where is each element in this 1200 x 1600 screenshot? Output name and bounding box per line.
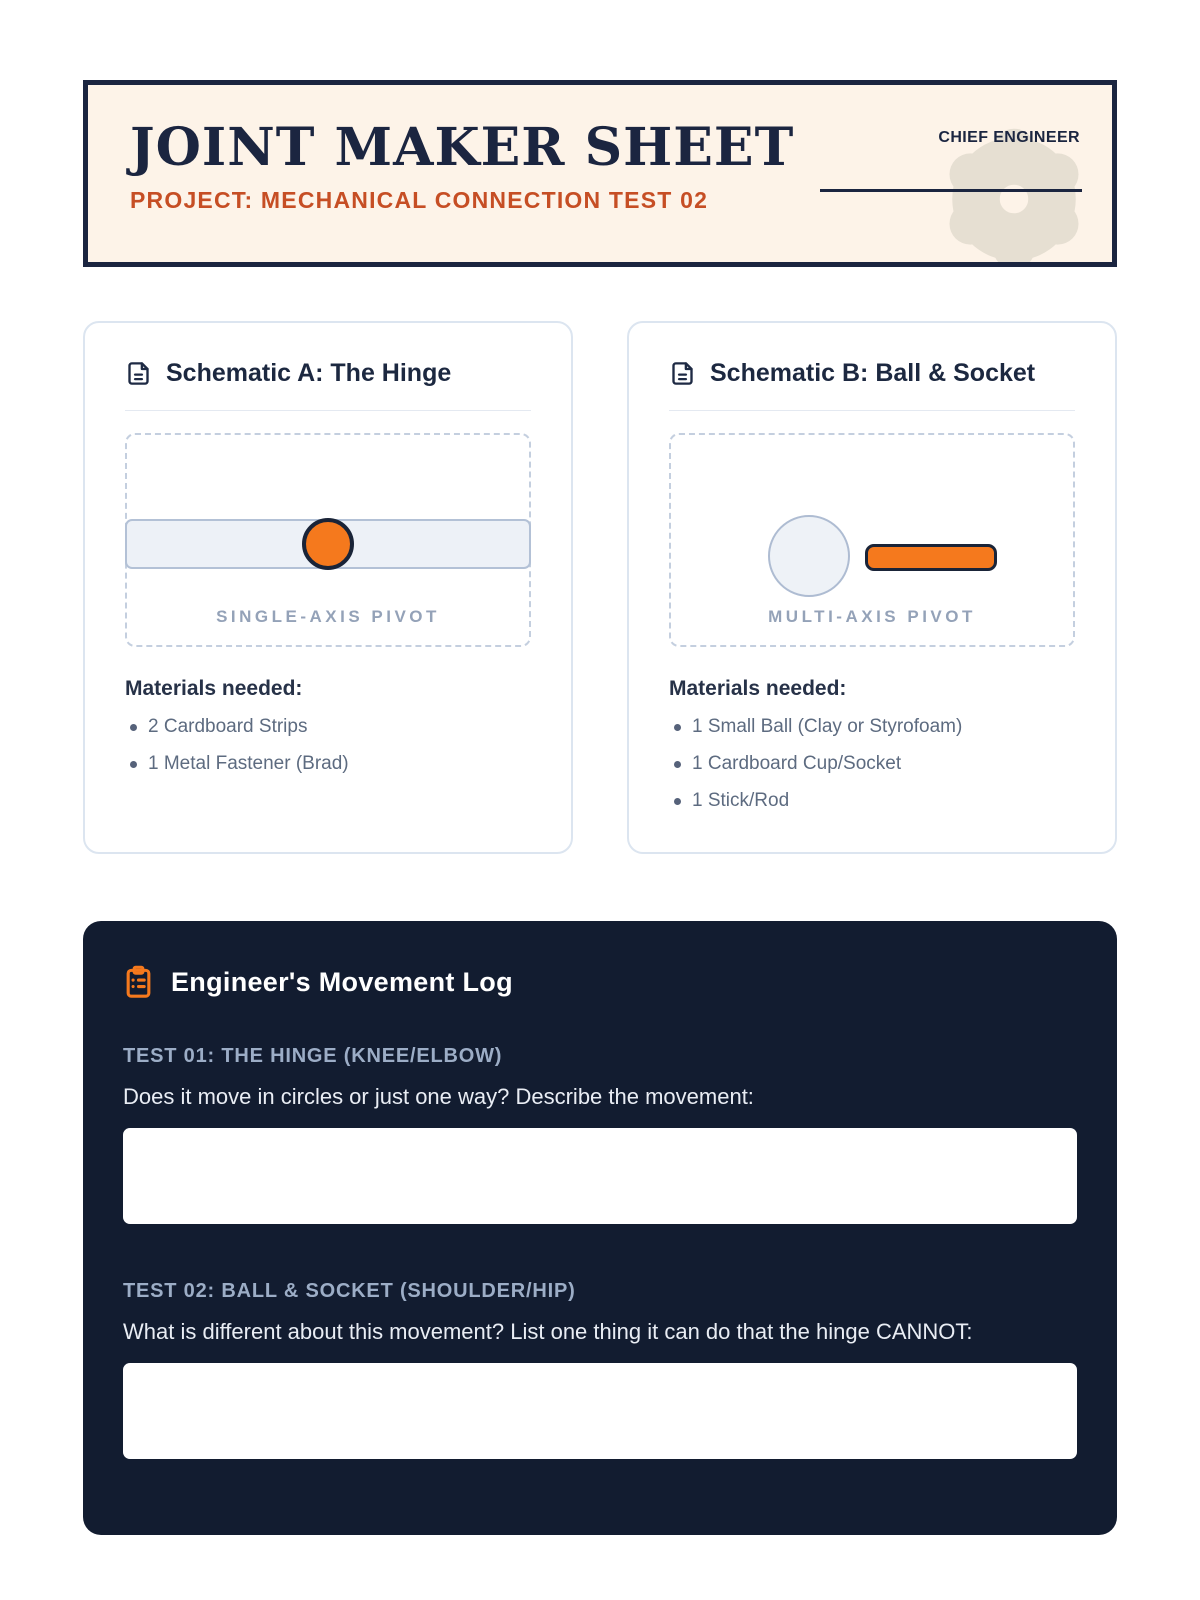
socket-ball	[768, 515, 850, 597]
movement-log-title: Engineer's Movement Log	[171, 966, 513, 997]
test-01-answer-input[interactable]	[123, 1128, 1077, 1224]
materials-list	[125, 716, 531, 775]
schematic-b-header	[669, 359, 1075, 388]
signature-line	[820, 189, 1082, 192]
materials-list	[669, 716, 1075, 812]
project-subtitle: PROJECT: MECHANICAL CONNECTION TEST 02	[130, 187, 709, 214]
materials-heading: Materials needed:	[125, 677, 303, 700]
list-item: 1 Metal Fastener (Brad)	[125, 753, 531, 775]
test-01-label: TEST 01: THE HINGE (KNEE/ELBOW)	[123, 1045, 503, 1067]
hinge-caption: SINGLE-AXIS PIVOT	[216, 607, 440, 626]
schematic-a-title: Schematic A: The Hinge	[166, 359, 452, 387]
rod	[865, 544, 997, 571]
hinge-pivot-point	[302, 518, 354, 570]
test-02-answer-input[interactable]	[123, 1363, 1077, 1459]
divider	[669, 410, 1075, 411]
schematic-a-card	[83, 321, 573, 854]
file-text-icon	[669, 360, 696, 387]
clipboard-list-icon	[123, 965, 154, 999]
role-label: CHIEF ENGINEER	[938, 129, 1080, 146]
test-01-question: Does it move in circles or just one way? Describe the movement:	[123, 1084, 754, 1109]
ball-socket-caption: MULTI-AXIS PIVOT	[768, 607, 976, 626]
list-item: 2 Cardboard Strips	[125, 716, 531, 738]
page-title: JOINT MAKER SHEET	[130, 117, 795, 178]
schematic-a-header	[125, 359, 531, 388]
test-02-question: What is different about this movement? List one thing it can do that the hinge CANNOT:	[123, 1319, 973, 1344]
schematic-b-title: Schematic B: Ball & Socket	[710, 359, 1036, 387]
movement-log-panel	[83, 921, 1117, 1535]
schematics-row	[83, 321, 1117, 854]
header-banner	[83, 80, 1117, 267]
movement-log-header	[123, 965, 1077, 999]
list-item: 1 Stick/Rod	[669, 790, 1075, 812]
file-text-icon	[125, 360, 152, 387]
divider	[125, 410, 531, 411]
list-item: 1 Small Ball (Clay or Styrofoam)	[669, 716, 1075, 738]
ball-socket-diagram	[669, 433, 1075, 647]
list-item: 1 Cardboard Cup/Socket	[669, 753, 1075, 775]
test-02-label: TEST 02: BALL & SOCKET (SHOULDER/HIP)	[123, 1280, 576, 1302]
schematic-b-card	[627, 321, 1117, 854]
hinge-diagram	[125, 433, 531, 647]
materials-heading: Materials needed:	[669, 677, 847, 700]
